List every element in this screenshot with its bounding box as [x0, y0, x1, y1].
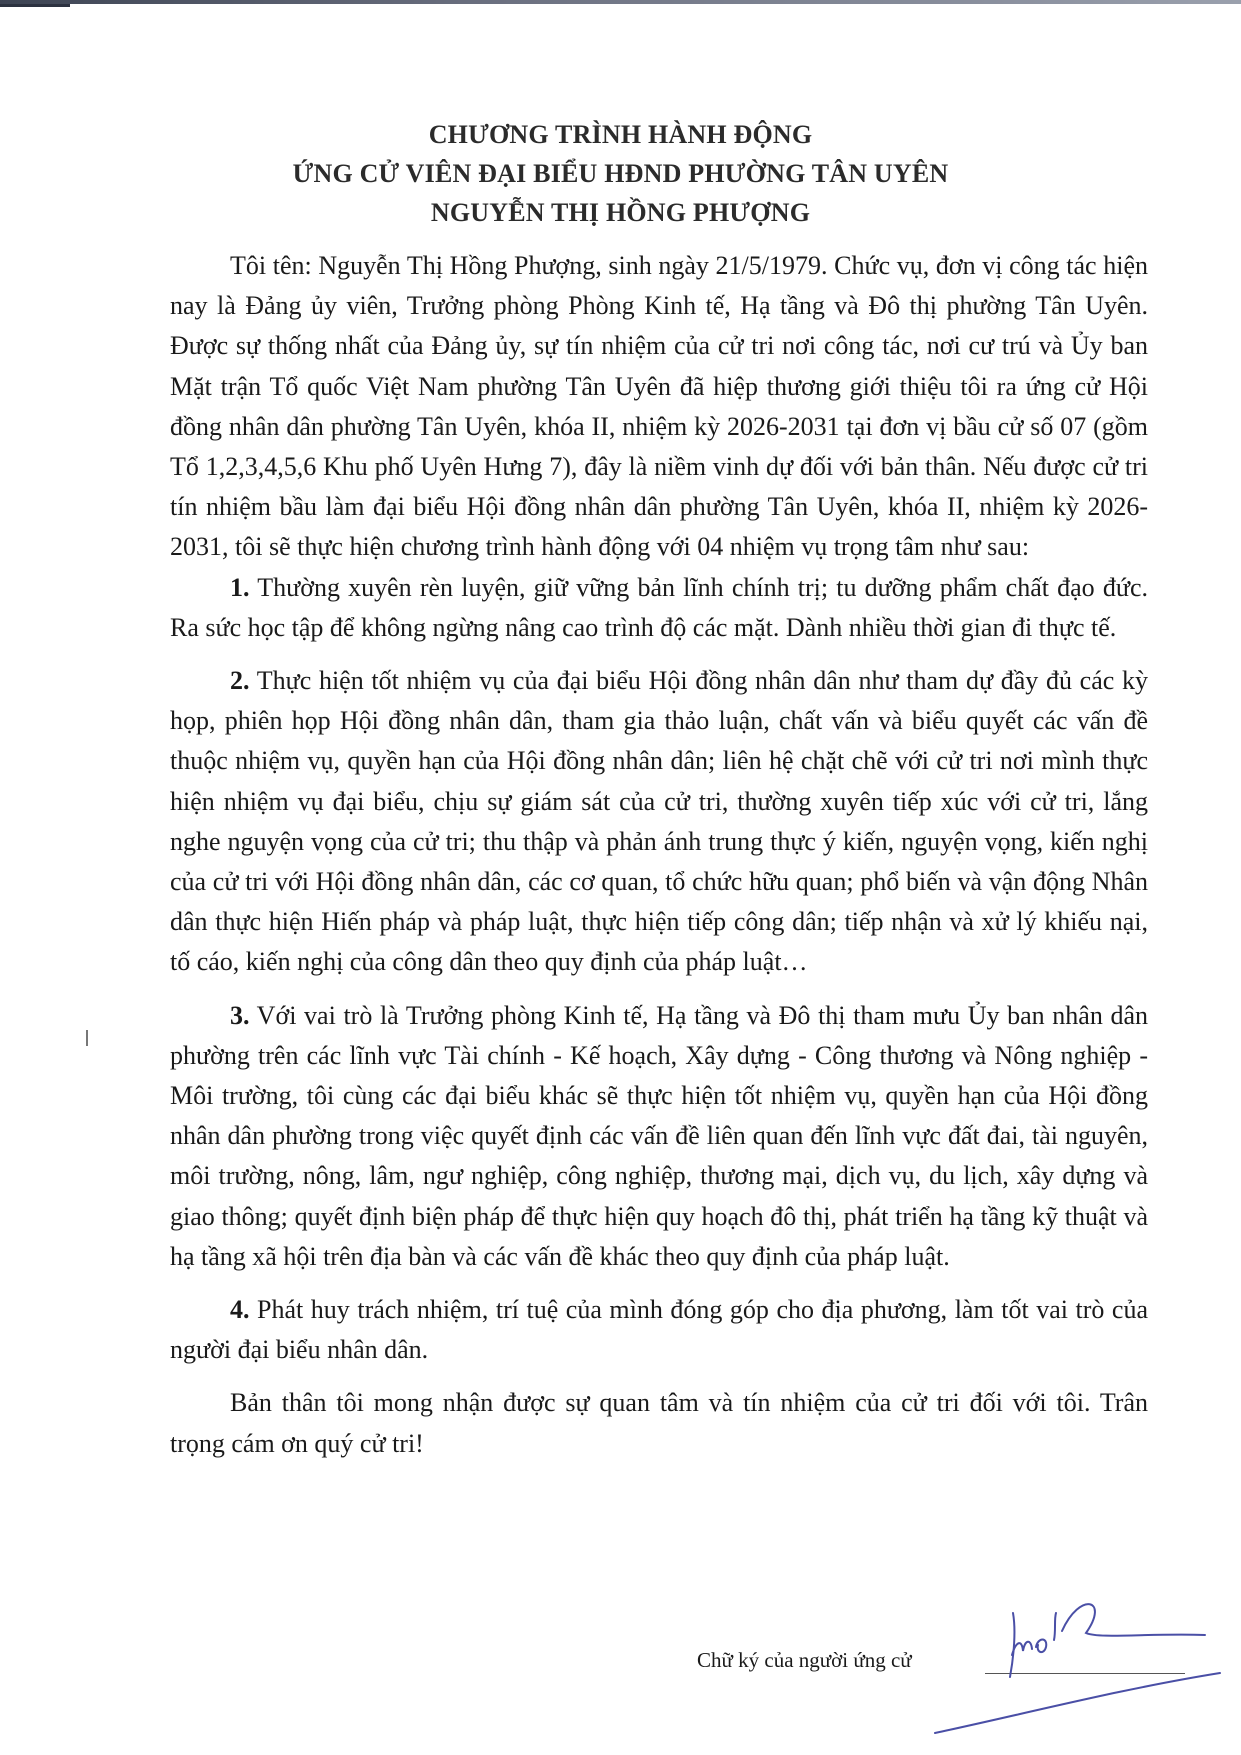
document-body — [170, 246, 1148, 1464]
closing-paragraph: Bản thân tôi mong nhận được sự quan tâm và tín nhiệm của cử tri đối với tôi. Trân trọng cám ơn quý cử tri! — [170, 1388, 1148, 1458]
handwritten-signature — [930, 1585, 1230, 1735]
task-text: Với vai trò là Trưởng phòng Kinh tế, Hạ tầng và Đô thị tham mưu Ủy ban nhân dân phường trên các lĩnh vực Tài chính - Kế hoạch, Xây dựng - Công thương và Nông nghiệp - Môi trường, tôi cùng các đại biểu khác sẽ thực hiện tốt nhiệm vụ, quyền hạn của Hội đồng nhân dân phường trong việc quyết định các vấn đề liên quan đến lĩnh vực đất đai, tài nguyên, môi trường, nông, lâm, ngư nghiệp, công nghiệp, thương mại, dịch vụ, du lịch, xây dựng và giao thông; quyết định biện pháp để thực hiện quy hoạch đô thị, phát triển hạ tầng kỹ thuật và hạ tầng xã hội trên địa bàn và các vấn đề khác theo quy định của pháp luật. — [170, 1000, 1149, 1271]
signature-stroke — [1062, 1604, 1205, 1636]
task-text: Phát huy trách nhiệm, trí tuệ của mình đóng góp cho địa phương, làm tốt vai trò của người đại biểu nhân dân. — [170, 1295, 1149, 1365]
task-item-2 — [170, 661, 1148, 983]
task-item-4 — [170, 1290, 1148, 1370]
scan-edge-mark — [0, 4, 70, 7]
task-item-1 — [170, 568, 1148, 648]
task-number: 2. — [230, 666, 250, 696]
signature-stroke — [1054, 1613, 1056, 1640]
task-item-3 — [170, 996, 1148, 1277]
title-line-1: CHƯƠNG TRÌNH HÀNH ĐỘNG — [428, 120, 813, 149]
scan-edge — [0, 0, 1241, 4]
task-text: Thực hiện tốt nhiệm vụ của đại biểu Hội đồng nhân dân như tham dự đầy đủ các kỳ họp, phiên họp Hội đồng nhân dân, tham gia thảo luận, chất vấn và biểu quyết các vấn đề thuộc nhiệm vụ, quyền hạn của Hội đồng nhân dân; liên hệ chặt chẽ với cử tri nơi mình thực hiện nhiệm vụ đại biểu, chịu sự giám sát của cử tri, thường xuyên tiếp xúc với cử tri, lắng nghe nguyện vọng của cử tri; thu thập và phản ánh trung thực ý kiến, nguyện vọng, kiến nghị của cử tri với Hội đồng nhân dân, các cơ quan, tổ chức hữu quan; phổ biến và vận động Nhân dân thực hiện Hiến pháp và pháp luật, thực hiện tiếp công dân; tiếp nhận và xử lý khiếu nại, tố cáo, kiến nghị của công dân theo quy định của pháp luật… — [170, 666, 1149, 977]
signature-strokes — [935, 1604, 1220, 1733]
task-number: 4. — [230, 1295, 250, 1325]
task-text: Thường xuyên rèn luyện, giữ vững bản lĩnh chính trị; tu dưỡng phẩm chất đạo đức. Ra sức học tập để không ngừng nâng cao trình độ các mặt. Dành nhiều thời gian đi thực tế. — [170, 572, 1149, 642]
intro-paragraph: Tôi tên: Nguyễn Thị Hồng Phượng, sinh ngày 21/5/1979. Chức vụ, đơn vị công tác hiện nay là Đảng ủy viên, Trưởng phòng Phòng Kinh tế, Hạ tầng và Đô thị phường Tân Uyên. Được sự thống nhất của Đảng ủy, sự tín nhiệm của cử tri nơi công tác, nơi cư trú và Ủy ban Mặt trận Tổ quốc Việt Nam phường Tân Uyên đã hiệp thương giới thiệu tôi ra ứng cử Hội đồng nhân dân phường Tân Uyên, khóa II, nhiệm kỳ 2026-2031 tại đơn vị bầu cử số 07 (gồm Tổ 1,2,3,4,5,6 Khu phố Uyên Hưng 7), đây là niềm vinh dự đối với bản thân. Nếu được cử tri tín nhiệm bầu làm đại biểu Hội đồng nhân dân phường Tân Uyên, khóa II, nhiệm kỳ 2026-2031, tôi sẽ thực hiện chương trình hành động với 04 nhiệm vụ trọng tâm như sau: — [170, 251, 1148, 562]
scan-mark — [86, 1030, 88, 1046]
signature-stroke — [935, 1673, 1220, 1733]
title-line-3: NGUYỄN THỊ HỒNG PHƯỢNG — [430, 198, 811, 227]
task-number: 3. — [230, 1000, 250, 1030]
signature-stroke — [1036, 1640, 1046, 1653]
signature-stroke — [1010, 1613, 1014, 1677]
task-number: 1. — [230, 572, 250, 602]
signature-label: Chữ ký của người ứng cử — [697, 1648, 912, 1672]
title-line-2: ỨNG CỬ VIÊN ĐẠI BIỂU HĐND PHƯỜNG TÂN UYÊN — [292, 159, 949, 188]
document-title — [0, 115, 1241, 232]
